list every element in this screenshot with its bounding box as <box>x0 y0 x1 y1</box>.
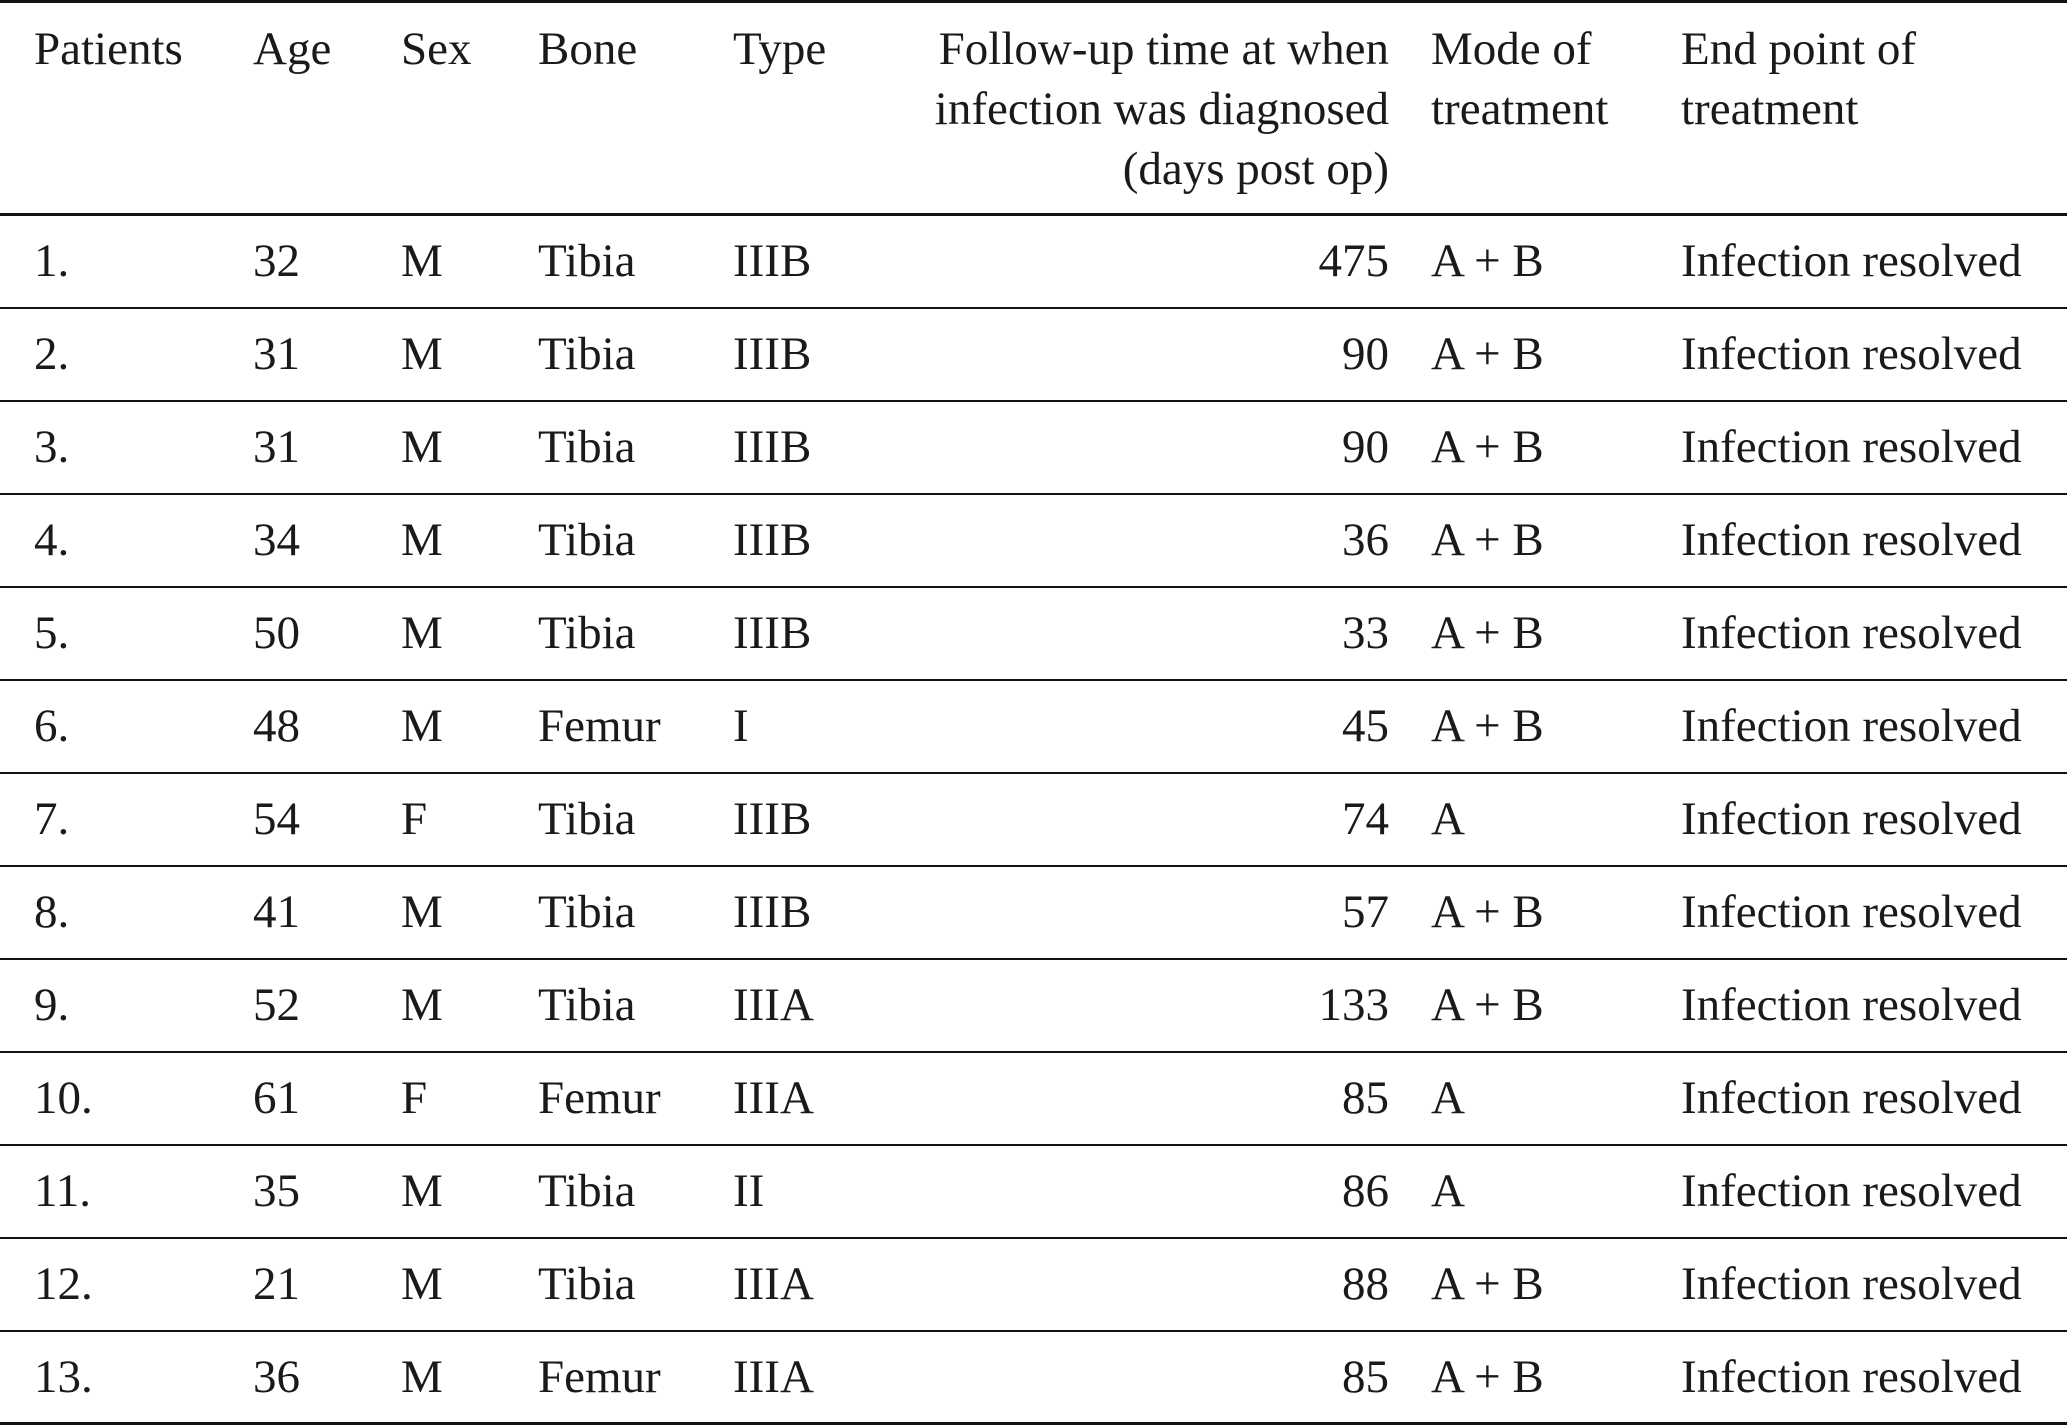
cell-type: IIIA <box>733 1072 814 1124</box>
cell-type: II <box>733 1165 765 1217</box>
cell-patient: 5. <box>34 607 70 659</box>
cell-sex: M <box>401 607 443 659</box>
header-end-point <box>1681 2 2067 215</box>
table-row <box>0 1238 2067 1331</box>
cell-followup: 36 <box>1342 514 1389 566</box>
table-header <box>0 2 2067 215</box>
cell-mode: A + B <box>1431 235 1544 288</box>
cell-patient: 13. <box>34 1350 93 1403</box>
header-mode <box>1431 2 1681 215</box>
cell-type: IIIB <box>733 328 812 380</box>
cell-type: I <box>733 700 749 752</box>
cell-mode: A + B <box>1431 328 1544 380</box>
cell-followup: 90 <box>1342 421 1389 473</box>
cell-mode: A + B <box>1431 1258 1544 1310</box>
cell-bone: Tibia <box>538 421 636 473</box>
table-body <box>0 215 2067 1424</box>
header-row <box>0 2 2067 215</box>
cell-patient: 2. <box>34 328 70 380</box>
cell-patient: 1. <box>34 235 70 288</box>
header-sex: Sex <box>401 23 472 75</box>
cell-type: IIIB <box>733 886 812 938</box>
cell-bone: Femur <box>538 1350 661 1403</box>
table-row <box>0 680 2067 773</box>
cell-mode: A + B <box>1431 979 1544 1031</box>
table-row <box>0 1331 2067 1424</box>
table-row <box>0 866 2067 959</box>
cell-end-point: Infection resolved <box>1681 235 2022 288</box>
cell-age: 54 <box>253 793 300 845</box>
cell-mode: A <box>1431 793 1465 845</box>
cell-mode: A + B <box>1431 514 1544 566</box>
header-end-point-line: End point of <box>1681 23 1916 75</box>
cell-followup: 475 <box>1318 235 1389 288</box>
cell-mode: A + B <box>1431 1350 1544 1403</box>
cell-end-point: Infection resolved <box>1681 1258 2022 1310</box>
header-mode-line: treatment <box>1431 83 1609 135</box>
cell-followup: 33 <box>1342 607 1389 659</box>
cell-patient: 12. <box>34 1258 93 1310</box>
cell-age: 32 <box>253 235 300 288</box>
cell-followup: 57 <box>1342 886 1389 938</box>
header-bone: Bone <box>538 23 638 75</box>
table-row <box>0 1145 2067 1238</box>
cell-patient: 7. <box>34 793 70 845</box>
header-end-point-line: treatment <box>1681 83 1859 135</box>
cell-patient: 4. <box>34 514 70 566</box>
table-row <box>0 1052 2067 1145</box>
cell-sex: M <box>401 514 443 566</box>
cell-type: IIIA <box>733 979 814 1031</box>
cell-mode: A + B <box>1431 700 1544 752</box>
cell-sex: M <box>401 700 443 752</box>
table-row <box>0 308 2067 401</box>
table-row <box>0 773 2067 866</box>
cell-bone: Femur <box>538 1072 661 1124</box>
cell-followup: 88 <box>1342 1258 1389 1310</box>
header-followup <box>883 2 1431 215</box>
cell-age: 34 <box>253 514 300 566</box>
cell-patient: 3. <box>34 421 70 473</box>
cell-end-point: Infection resolved <box>1681 700 2022 752</box>
cell-end-point: Infection resolved <box>1681 1072 2022 1124</box>
cell-bone: Tibia <box>538 328 636 380</box>
cell-patient: 9. <box>34 979 70 1031</box>
cell-patient: 6. <box>34 700 70 752</box>
cell-type: IIIB <box>733 514 812 566</box>
cell-patient: 11. <box>34 1165 92 1217</box>
table-row <box>0 959 2067 1052</box>
cell-end-point: Infection resolved <box>1681 886 2022 938</box>
cell-type: IIIA <box>733 1350 814 1403</box>
cell-type: IIIA <box>733 1258 814 1310</box>
cell-followup: 85 <box>1342 1350 1389 1403</box>
header-followup-line: (days post op) <box>1122 143 1389 195</box>
cell-age: 21 <box>253 1258 300 1310</box>
cell-patient: 8. <box>34 886 70 938</box>
cell-bone: Tibia <box>538 793 636 845</box>
cell-age: 48 <box>253 700 300 752</box>
cell-age: 52 <box>253 979 300 1031</box>
header-followup-line: infection was diagnosed <box>934 83 1389 135</box>
cell-sex: M <box>401 328 443 380</box>
cell-mode: A + B <box>1431 607 1544 659</box>
cell-type: IIIB <box>733 793 812 845</box>
cell-bone: Tibia <box>538 886 636 938</box>
cell-bone: Femur <box>538 700 661 752</box>
cell-followup: 133 <box>1318 979 1389 1031</box>
cell-patient: 10. <box>34 1072 93 1124</box>
cell-sex: F <box>401 1072 428 1124</box>
cell-followup: 74 <box>1342 793 1389 845</box>
cell-end-point: Infection resolved <box>1681 1350 2022 1403</box>
table-row <box>0 587 2067 680</box>
cell-mode: A + B <box>1431 421 1544 473</box>
cell-followup: 86 <box>1342 1165 1389 1217</box>
header-type: Type <box>733 23 827 75</box>
cell-bone: Tibia <box>538 1258 636 1310</box>
cell-end-point: Infection resolved <box>1681 607 2022 659</box>
cell-end-point: Infection resolved <box>1681 1165 2022 1217</box>
cell-sex: M <box>401 235 443 288</box>
cell-end-point: Infection resolved <box>1681 514 2022 566</box>
cell-bone: Tibia <box>538 607 636 659</box>
table-row <box>0 215 2067 308</box>
cell-sex: M <box>401 1165 443 1217</box>
cell-age: 41 <box>253 886 300 938</box>
cell-bone: Tibia <box>538 514 636 566</box>
cell-sex: M <box>401 421 443 473</box>
cell-sex: M <box>401 1350 443 1403</box>
cell-age: 36 <box>253 1350 300 1403</box>
cell-type: IIIB <box>733 421 812 473</box>
cell-age: 50 <box>253 607 300 659</box>
header-patients: Patients <box>34 23 183 75</box>
cell-followup: 45 <box>1342 700 1389 752</box>
cell-followup: 85 <box>1342 1072 1389 1124</box>
cell-age: 35 <box>253 1165 300 1217</box>
cell-type: IIIB <box>733 607 812 659</box>
cell-bone: Tibia <box>538 235 636 288</box>
cell-mode: A + B <box>1431 886 1544 938</box>
table-row <box>0 401 2067 494</box>
cell-mode: A <box>1431 1072 1465 1124</box>
cell-bone: Tibia <box>538 1165 636 1217</box>
cell-sex: M <box>401 886 443 938</box>
cell-sex: M <box>401 979 443 1031</box>
cell-end-point: Infection resolved <box>1681 979 2022 1031</box>
cell-age: 61 <box>253 1072 300 1124</box>
cell-mode: A <box>1431 1165 1465 1217</box>
cell-age: 31 <box>253 328 300 380</box>
cell-bone: Tibia <box>538 979 636 1031</box>
header-age: Age <box>253 23 332 75</box>
cell-end-point: Infection resolved <box>1681 328 2022 380</box>
header-followup-line: Follow-up time at when <box>938 23 1389 75</box>
cell-followup: 90 <box>1342 328 1389 380</box>
cell-age: 31 <box>253 421 300 473</box>
table-row <box>0 494 2067 587</box>
cell-end-point: Infection resolved <box>1681 421 2022 473</box>
cell-type: IIIB <box>733 235 812 288</box>
cell-sex: M <box>401 1258 443 1310</box>
header-mode-line: Mode of <box>1431 23 1592 75</box>
cell-end-point: Infection resolved <box>1681 793 2022 845</box>
cell-sex: F <box>401 793 428 845</box>
